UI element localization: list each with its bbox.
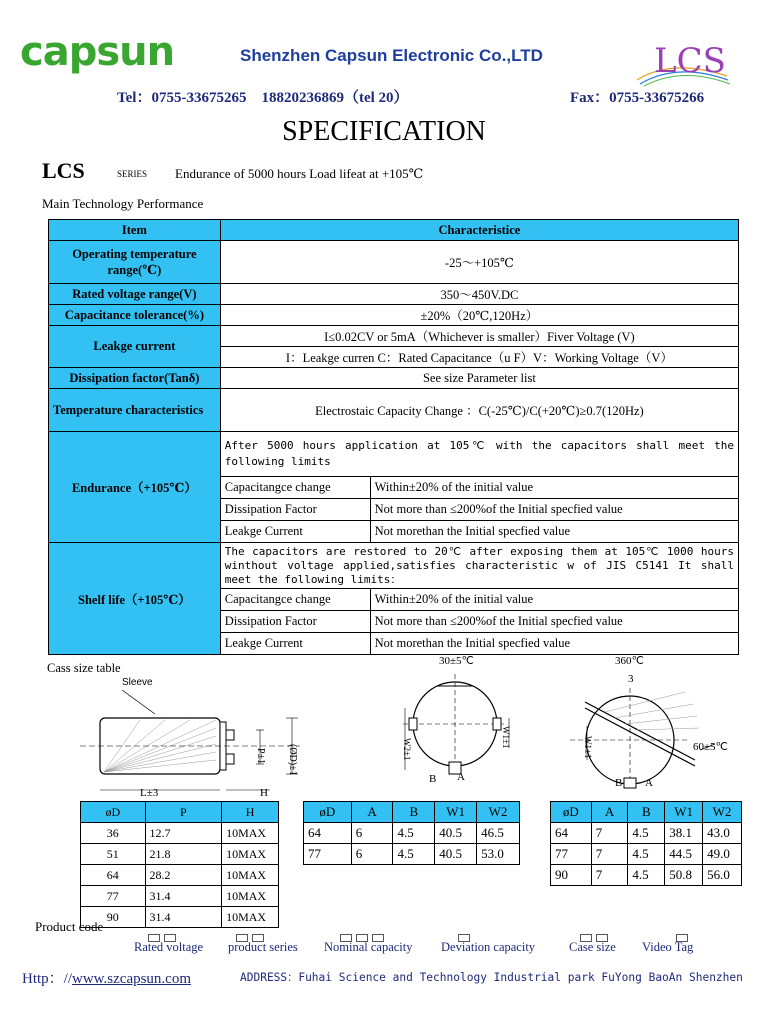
table-header-cell: W1: [435, 802, 477, 823]
temp-char-label: Temperature characteristics: [49, 389, 221, 432]
series-name: LCS: [42, 158, 85, 183]
table-cell: 10MAX: [222, 865, 279, 886]
endurance-row-key: Dissipation Factor: [220, 499, 370, 521]
rated-voltage-value: 350～450V.DC: [220, 284, 738, 305]
fax-line: Fax：0755-33675266: [570, 90, 705, 106]
table-cell: 4.5: [628, 865, 665, 886]
legend-nominal-capacity: Nominal capacity: [324, 940, 413, 954]
table-cell: 38.1: [665, 823, 703, 844]
w1-dim-label: W1±1: [583, 736, 593, 759]
temp-char-value: Electrostaic Capacity Change ：C(-25℃)/C(+20℃)≥0.7(120Hz): [220, 389, 738, 432]
table-cell: 53.0: [477, 844, 520, 865]
table-cell: 90: [551, 865, 592, 886]
table-cell: 77: [551, 844, 592, 865]
tel-line: Tel：0755-33675265 18820236869（tel 20）: [117, 90, 409, 106]
rated-voltage-label: Rated voltage range(V): [49, 284, 221, 305]
col-char-header: Characteristice: [220, 220, 738, 241]
table-row: [81, 886, 279, 907]
table-cell: 4.5: [628, 844, 665, 865]
case-size-table-1: [80, 801, 279, 928]
table-header-cell: A: [351, 802, 393, 823]
table-cell: 44.5: [665, 844, 703, 865]
table-cell: 6: [351, 844, 393, 865]
shelf-row-key: Capacitangce change: [220, 589, 370, 611]
table-cell: 6: [351, 823, 393, 844]
endurance-row-value: Not more than ≤200%of the Initial specfied value: [370, 499, 738, 521]
table-header-cell: P: [145, 802, 222, 823]
case-size-table-3: [550, 801, 742, 886]
endurance-row-key: Leakge Current: [220, 521, 370, 543]
sleeve-label: Sleeve: [122, 677, 153, 688]
col-item-header: Item: [49, 220, 221, 241]
endurance-row-value: Within±20% of the initial value: [370, 477, 738, 499]
table-row: [551, 865, 742, 886]
endurance-row-key: Capacitangce change: [220, 477, 370, 499]
cap-tol-value: ±20%（20℃,120Hz）: [220, 305, 738, 326]
company-name: Shenzhen Capsun Electronic Co.,LTD: [240, 46, 543, 65]
angle-60-label: 60±5℃: [693, 741, 728, 753]
table-row: [81, 907, 279, 928]
table-cell: 49.0: [703, 844, 742, 865]
table-header-cell: W1: [665, 802, 703, 823]
endurance-row-value: Not morethan the Initial specfied value: [370, 521, 738, 543]
shelf-row-key: Dissipation Factor: [220, 611, 370, 633]
a-dim-label: A: [457, 771, 465, 783]
leakage-value-2: I：Leakge curren C：Rated Capacitance（u F）V：Working Voltage（V）: [220, 347, 738, 368]
case-size-label: Cass size table: [47, 661, 121, 675]
table-row: [304, 823, 520, 844]
table-cell: 7: [591, 865, 628, 886]
lcs-brand-text: LCS: [654, 41, 726, 81]
table-header-cell: W2: [477, 802, 520, 823]
performance-table: [48, 219, 739, 655]
product-code-label: Product code: [35, 919, 104, 934]
table-header-cell: øD: [304, 802, 352, 823]
legend-rated-voltage: Rated voltage: [134, 940, 204, 954]
table-header-cell: A: [591, 802, 628, 823]
table-cell: 4.5: [393, 844, 435, 865]
cap-tol-label: Capacitance tolerance(%): [49, 305, 221, 326]
table-cell: 4.5: [393, 823, 435, 844]
h-dim-label: H: [260, 787, 268, 799]
angle-30-label: 30±5℃: [439, 655, 474, 667]
case-size-table-2: [303, 801, 520, 865]
legend-deviation-capacity: Deviation capacity: [441, 940, 536, 954]
angle-360-label: 360℃: [615, 655, 644, 667]
shelf-row-value: Within±20% of the initial value: [370, 589, 738, 611]
table-cell: 10MAX: [222, 844, 279, 865]
table-cell: 31.4: [145, 886, 222, 907]
page-title: SPECIFICATION: [282, 116, 486, 147]
shelf-intro: The capacitors are restored to 20℃ after exposing them at 105℃ 1000 hours winthout voltage applied,satisfies characteristic w of JIS C5141 It shall meet the following limits：: [220, 543, 738, 589]
table-row: [81, 844, 279, 865]
w1-dim-label: W1±1: [501, 726, 511, 749]
table-row: [81, 865, 279, 886]
legend-case-size: Case size: [569, 940, 616, 954]
table-cell: 40.5: [435, 844, 477, 865]
table-row: [551, 823, 742, 844]
table-cell: 77: [304, 844, 352, 865]
op-temp-value: -25～+105℃: [220, 241, 738, 284]
d-dim-label: (ØD)±1: [287, 744, 298, 776]
endurance-intro: After 5000 hours application at 105℃ with the capacitors shall meet the following limits: [220, 432, 738, 477]
b-dim-label: B: [429, 773, 437, 785]
table-cell: 12.7: [145, 823, 222, 844]
website-link[interactable]: www.szcapsun.com: [72, 971, 192, 987]
table-cell: 64: [81, 865, 146, 886]
op-temp-label: Operating temperature range(℃): [49, 241, 221, 284]
legend-video-tag: Video Tag: [642, 940, 694, 954]
table-cell: 90: [81, 907, 146, 928]
table-cell: 10MAX: [222, 907, 279, 928]
table-header-cell: W2: [703, 802, 742, 823]
main-tech-label: Main Technology Performance: [42, 196, 204, 211]
table-cell: 64: [551, 823, 592, 844]
table-header-cell: øD: [551, 802, 592, 823]
table-cell: 77: [81, 886, 146, 907]
dissipation-label: Dissipation factor(Tanδ): [49, 368, 221, 389]
b-dim-label: B: [615, 777, 623, 789]
table-header-cell: øD: [81, 802, 146, 823]
table-header-cell: B: [393, 802, 435, 823]
table-cell: 4.5: [628, 823, 665, 844]
footer-website: [22, 967, 191, 988]
table-cell: 46.5: [477, 823, 520, 844]
table-row: [81, 823, 279, 844]
table-cell: 7: [591, 844, 628, 865]
dissipation-value: See size Parameter list: [220, 368, 738, 389]
legend-product-series: product series: [228, 940, 298, 954]
table-header-cell: B: [628, 802, 665, 823]
leakage-label: Leakge current: [49, 326, 221, 368]
table-cell: 64: [304, 823, 352, 844]
bracket-drawing-30: [395, 652, 525, 788]
table-header-cell: H: [222, 802, 279, 823]
series-description: Endurance of 5000 hours Load lifeat at +105℃: [175, 166, 424, 181]
table-cell: 51: [81, 844, 146, 865]
bracket-drawing-360: [565, 652, 745, 792]
capsun-logo: capsun: [20, 29, 175, 75]
series-label: SERIES: [117, 169, 148, 179]
table-cell: 28.2: [145, 865, 222, 886]
p-dim-label: P±1: [255, 748, 266, 765]
a-dim-label: A: [645, 777, 653, 789]
shelf-row-value: Not morethan the Initial specfied value: [370, 633, 738, 655]
shelf-row-value: Not more than ≤200%of the Initial specfied value: [370, 611, 738, 633]
table-cell: 43.0: [703, 823, 742, 844]
table-cell: 36: [81, 823, 146, 844]
three-label: 3: [628, 673, 634, 685]
shelf-label: Shelf life（+105℃）: [49, 543, 221, 655]
table-cell: 31.4: [145, 907, 222, 928]
table-cell: 40.5: [435, 823, 477, 844]
table-cell: 10MAX: [222, 886, 279, 907]
l-dim-label: L±3: [140, 787, 159, 799]
w2-dim-label: W2±1: [402, 738, 412, 761]
leakage-value-1: I≤0.02CV or 5mA（Whichever is smaller）Fiver Voltage (V): [220, 326, 738, 347]
http-prefix: Http：//: [22, 971, 73, 987]
capacitor-side-drawing: [80, 688, 320, 800]
lcs-brand-logo: [632, 36, 732, 88]
table-cell: 21.8: [145, 844, 222, 865]
table-row: [551, 844, 742, 865]
table-cell: 56.0: [703, 865, 742, 886]
table-cell: 10MAX: [222, 823, 279, 844]
endurance-label: Endurance（+105℃）: [49, 432, 221, 543]
table-cell: 50.8: [665, 865, 703, 886]
table-row: [304, 844, 520, 865]
table-cell: 7: [591, 823, 628, 844]
footer-address: ADDRESS：Fuhai Science and Technology Industrial park FuYong BaoAn Shenzhen: [240, 971, 743, 984]
shelf-row-key: Leakge Current: [220, 633, 370, 655]
